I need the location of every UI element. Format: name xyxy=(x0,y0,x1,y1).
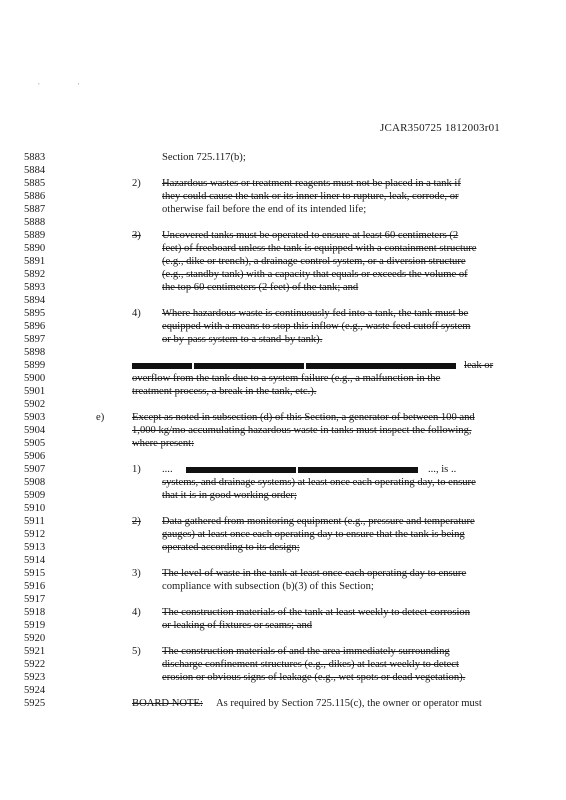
line-number: 5901 xyxy=(24,386,46,397)
line-number: 5885 xyxy=(24,178,46,189)
line-number: 5910 xyxy=(24,503,46,514)
text-line xyxy=(0,542,566,554)
item-label: 4) xyxy=(132,308,141,319)
text-line xyxy=(0,464,566,476)
line-number: 5900 xyxy=(24,373,46,384)
item-label: 2) xyxy=(132,516,141,527)
item-label: 5) xyxy=(132,646,141,657)
line-number: 5884 xyxy=(24,165,46,176)
line-number: 5921 xyxy=(24,646,46,657)
redaction-bar xyxy=(306,363,456,369)
text-line xyxy=(0,178,566,190)
text-line xyxy=(0,620,566,632)
line-number: 5894 xyxy=(24,295,46,306)
text-line xyxy=(0,633,566,645)
line-text: Hazardous wastes or treatment reagents must not be placed in a tank if xyxy=(162,178,461,189)
line-number: 5902 xyxy=(24,399,46,410)
text-line xyxy=(0,165,566,177)
line-text: Where hazardous waste is continuously fed into a tank, the tank must be xyxy=(162,308,469,319)
text-line xyxy=(0,425,566,437)
text-line xyxy=(0,451,566,463)
text-line xyxy=(0,659,566,671)
line-number: 5886 xyxy=(24,191,46,202)
item-label: 1) xyxy=(132,464,141,475)
text-line xyxy=(0,594,566,606)
line-text: 1,000 kg/mo accumulating hazardous waste in tanks must inspect the following, xyxy=(132,425,472,436)
text-line xyxy=(0,477,566,489)
line-text: discharge confinement structures (e.g., dikes) at least weekly to detect xyxy=(162,659,459,670)
line-number: 5920 xyxy=(24,633,46,644)
line-number: 5913 xyxy=(24,542,46,553)
line-number: 5914 xyxy=(24,555,46,566)
line-number: 5906 xyxy=(24,451,46,462)
text-line xyxy=(0,516,566,528)
text-line xyxy=(0,321,566,333)
corner-marks: , , xyxy=(38,78,98,86)
line-number: 5922 xyxy=(24,659,46,670)
text-line xyxy=(0,204,566,216)
text-line xyxy=(0,256,566,268)
line-text: Section 725.117(b); xyxy=(162,152,246,163)
line-number: 5918 xyxy=(24,607,46,618)
line-number: 5883 xyxy=(24,152,46,163)
redaction-bars xyxy=(186,464,420,476)
text-line xyxy=(0,152,566,164)
line-text: .... xyxy=(162,464,173,475)
text-line xyxy=(0,308,566,320)
line-text: Uncovered tanks must be operated to ensure at least 60 centimeters (2 xyxy=(162,230,459,241)
text-line xyxy=(0,334,566,346)
line-number: 5904 xyxy=(24,425,46,436)
item-label: 4) xyxy=(132,607,141,618)
line-text: otherwise fail before the end of its intended life; xyxy=(162,204,367,215)
line-text: (e.g., dike or trench), a drainage control system, or a diversion structure xyxy=(162,256,466,267)
text-line xyxy=(0,529,566,541)
text-line xyxy=(0,295,566,307)
text-line xyxy=(0,555,566,567)
text-line xyxy=(0,282,566,294)
line-number: 5925 xyxy=(24,698,46,709)
line-number: 5903 xyxy=(24,412,46,423)
redaction-bar xyxy=(132,363,192,369)
line-text: overflow from the tank due to a system failure (e.g., a malfunction in the xyxy=(132,373,441,384)
line-text: that it is in good working order; xyxy=(162,490,297,501)
redaction-bars xyxy=(132,360,458,372)
line-number: 5908 xyxy=(24,477,46,488)
line-text: Data gathered from monitoring equipment (e.g., pressure and temperature xyxy=(162,516,475,527)
text-line xyxy=(0,269,566,281)
line-number: 5887 xyxy=(24,204,46,215)
redaction-bar xyxy=(186,467,296,473)
text-line xyxy=(0,685,566,697)
line-number: 5907 xyxy=(24,464,46,475)
line-number: 5919 xyxy=(24,620,46,631)
line-number: 5917 xyxy=(24,594,46,605)
line-text: The construction materials of the tank at least weekly to detect corrosion xyxy=(162,607,470,618)
line-number: 5909 xyxy=(24,490,46,501)
line-number: 5888 xyxy=(24,217,46,228)
line-text: The construction materials of and the area immediately surrounding xyxy=(162,646,450,657)
text-line xyxy=(0,243,566,255)
line-text: they could cause the tank or its inner liner to rupture, leak, corrode, or xyxy=(162,191,459,202)
item-label: 3) xyxy=(132,568,141,579)
line-text: operated according to its design; xyxy=(162,542,300,553)
item-label: 2) xyxy=(132,178,141,189)
text-line xyxy=(0,672,566,684)
line-number: 5897 xyxy=(24,334,46,345)
line-number: 5896 xyxy=(24,321,46,332)
text-line xyxy=(0,230,566,242)
text-line xyxy=(0,386,566,398)
text-line xyxy=(0,646,566,658)
line-text: leak or xyxy=(464,360,494,371)
text-line xyxy=(0,490,566,502)
item-label: e) xyxy=(96,412,105,423)
text-line xyxy=(0,607,566,619)
text-line xyxy=(0,191,566,203)
redaction-bar xyxy=(298,467,418,473)
line-text: the top 60 centimeters (2 feet) of the tank; and xyxy=(162,282,359,293)
line-text: systems, and drainage systems) at least once each operating day, to ensure xyxy=(162,477,476,488)
line-text: (e.g., standby tank) with a capacity that equals or exceeds the volume of xyxy=(162,269,468,280)
line-number: 5923 xyxy=(24,672,46,683)
document-code-header: JCAR350725 1812003r01 xyxy=(379,122,500,134)
line-text: erosion or obvious signs of leakage (e.g., wet spots or dead vegetation). xyxy=(162,672,466,683)
text-line xyxy=(0,698,566,710)
line-text: where present: xyxy=(132,438,195,449)
text-line xyxy=(0,412,566,424)
line-text: feet) of freeboard unless the tank is equipped with a containment structure xyxy=(162,243,477,254)
line-text: or leaking of fixtures or seams; and xyxy=(162,620,313,631)
line-number: 5898 xyxy=(24,347,46,358)
line-number: 5905 xyxy=(24,438,46,449)
line-text: ..., is .. xyxy=(428,464,457,475)
line-number: 5916 xyxy=(24,581,46,592)
text-line xyxy=(0,438,566,450)
line-text: As required by Section 725.115(c), the owner or operator must xyxy=(216,698,482,709)
line-number: 5924 xyxy=(24,685,46,696)
line-text: or by-pass system to a stand-by tank). xyxy=(162,334,323,345)
board-note-label: BOARD NOTE: xyxy=(132,698,203,709)
line-text: The level of waste in the tank at least once each operating day to ensure xyxy=(162,568,467,579)
line-number: 5911 xyxy=(24,516,45,527)
text-line xyxy=(0,568,566,580)
line-number: 5891 xyxy=(24,256,46,267)
line-number: 5899 xyxy=(24,360,46,371)
text-line xyxy=(0,360,566,372)
text-line xyxy=(0,217,566,229)
line-text: treatment process, a break in the tank, etc.). xyxy=(132,386,317,397)
text-line xyxy=(0,347,566,359)
line-number: 5890 xyxy=(24,243,46,254)
redaction-bar xyxy=(194,363,304,369)
item-label: 3) xyxy=(132,230,141,241)
text-line xyxy=(0,373,566,385)
line-number: 5892 xyxy=(24,269,46,280)
line-number: 5889 xyxy=(24,230,46,241)
line-text: gauges) at least once each operating day to ensure that the tank is being xyxy=(162,529,465,540)
line-number: 5893 xyxy=(24,282,46,293)
text-line xyxy=(0,581,566,593)
line-number: 5915 xyxy=(24,568,46,579)
line-number: 5895 xyxy=(24,308,46,319)
line-text: compliance with subsection (b)(3) of this Section; xyxy=(162,581,374,592)
text-line xyxy=(0,503,566,515)
line-text: Except as noted in subsection (d) of this Section, a generator of between 100 and xyxy=(132,412,475,423)
line-number: 5912 xyxy=(24,529,46,540)
text-line xyxy=(0,399,566,411)
line-text: equipped with a means to stop this inflow (e.g., waste feed cutoff system xyxy=(162,321,471,332)
